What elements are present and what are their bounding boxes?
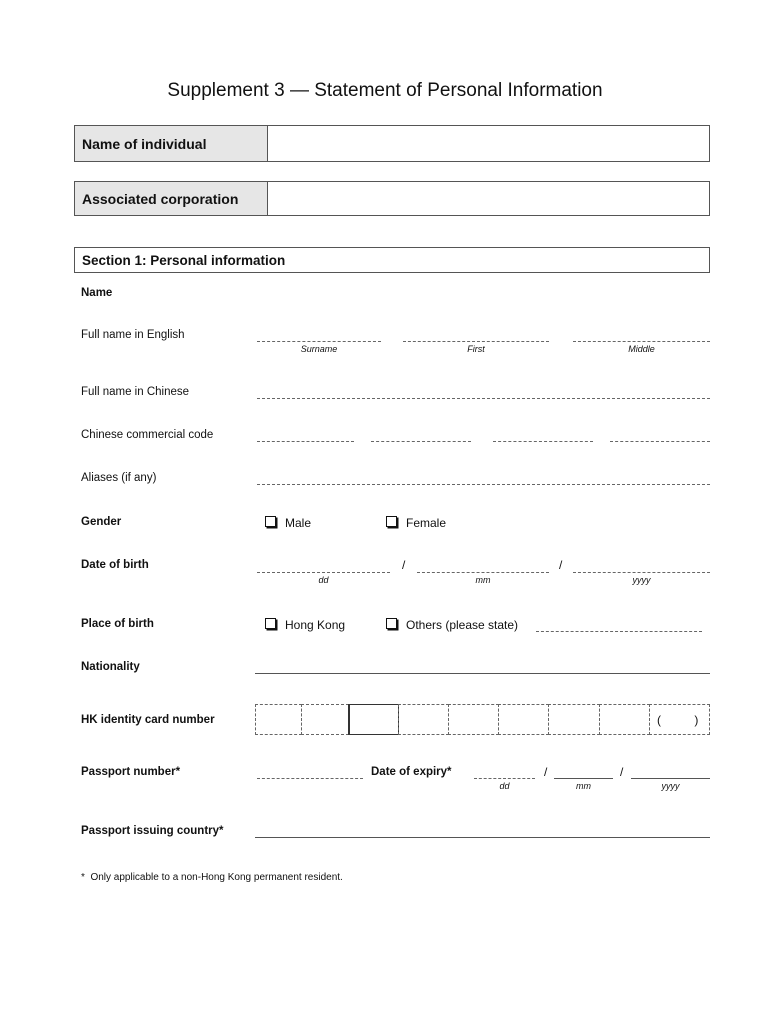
- male-label: Male: [285, 516, 312, 530]
- name-of-individual-row: [74, 125, 710, 162]
- expiry-day-field[interactable]: [474, 778, 535, 779]
- nationality-label: Nationality: [81, 661, 140, 673]
- dob-slash-2: /: [559, 558, 563, 572]
- others-field[interactable]: [536, 631, 702, 632]
- passport-number-field[interactable]: [257, 778, 363, 779]
- expiry-mm-caption: mm: [576, 781, 591, 791]
- page-title: Supplement 3 — Statement of Personal Information: [167, 80, 603, 101]
- full-name-english-label: Full name in English: [81, 329, 185, 341]
- associated-corporation-field[interactable]: [268, 182, 709, 215]
- hkid-label: HK identity card number: [81, 714, 215, 726]
- gender-label: Gender: [81, 516, 122, 528]
- hkid-check-parens: ( ): [657, 713, 699, 727]
- expiry-slash-2: /: [620, 765, 624, 779]
- ccc-field-4[interactable]: [610, 441, 710, 442]
- hong-kong-label: Hong Kong: [285, 618, 346, 632]
- expiry-month-field[interactable]: [554, 778, 613, 779]
- full-name-chinese-label: Full name in Chinese: [81, 386, 190, 398]
- ccc-label: Chinese commercial code: [81, 429, 214, 441]
- hkid-box-4[interactable]: [398, 704, 449, 735]
- footnote: * Only applicable to a non-Hong Kong permanent resident.: [81, 872, 343, 883]
- hkid-box-7[interactable]: [548, 704, 600, 735]
- middle-name-field[interactable]: [573, 341, 710, 342]
- ccc-field-2[interactable]: [371, 441, 471, 442]
- nationality-field[interactable]: [255, 673, 710, 674]
- dob-yyyy-caption: yyyy: [632, 575, 651, 585]
- dob-dd-caption: dd: [318, 575, 329, 585]
- associated-corporation-label: Associated corporation: [75, 182, 268, 215]
- hkid-box-3[interactable]: [348, 704, 399, 735]
- expiry-label: Date of expiry*: [371, 766, 452, 778]
- hkid-box-2[interactable]: [301, 704, 349, 735]
- dob-label: Date of birth: [81, 559, 149, 571]
- others-checkbox[interactable]: [386, 618, 397, 629]
- issuing-country-field[interactable]: [255, 837, 710, 838]
- female-checkbox[interactable]: [386, 516, 397, 527]
- female-label: Female: [406, 516, 447, 530]
- dob-year-field[interactable]: [573, 572, 710, 573]
- associated-corporation-row: [74, 181, 710, 216]
- section-1-heading: Section 1: Personal information: [74, 247, 710, 273]
- full-name-chinese-field[interactable]: [257, 398, 710, 399]
- dob-mm-caption: mm: [475, 575, 491, 585]
- aliases-label: Aliases (if any): [81, 472, 157, 484]
- passport-label: Passport number*: [81, 766, 181, 778]
- dob-month-field[interactable]: [417, 572, 549, 573]
- name-of-individual-label: Name of individual: [75, 126, 268, 161]
- first-name-field[interactable]: [403, 341, 549, 342]
- pob-label: Place of birth: [81, 618, 154, 630]
- dob-slash-1: /: [402, 558, 406, 572]
- hkid-box-5[interactable]: [448, 704, 499, 735]
- aliases-field[interactable]: [257, 484, 710, 485]
- male-checkbox[interactable]: [265, 516, 276, 527]
- hkid-box-8[interactable]: [599, 704, 650, 735]
- expiry-yyyy-caption: yyyy: [661, 781, 680, 791]
- name-of-individual-field[interactable]: [268, 126, 709, 161]
- ccc-field-3[interactable]: [493, 441, 593, 442]
- issuing-country-label: Passport issuing country*: [81, 825, 224, 837]
- first-caption: First: [467, 344, 485, 354]
- expiry-year-field[interactable]: [631, 778, 710, 779]
- hkid-box-1[interactable]: [255, 704, 302, 735]
- others-label: Others (please state): [406, 618, 519, 632]
- name-heading: Name: [81, 287, 113, 299]
- surname-caption: Surname: [300, 344, 338, 354]
- hong-kong-checkbox[interactable]: [265, 618, 276, 629]
- middle-caption: Middle: [628, 344, 655, 354]
- surname-field[interactable]: [257, 341, 381, 342]
- hkid-box-6[interactable]: [498, 704, 549, 735]
- dob-day-field[interactable]: [257, 572, 390, 573]
- expiry-dd-caption: dd: [499, 781, 510, 791]
- expiry-slash-1: /: [544, 765, 548, 779]
- ccc-field-1[interactable]: [257, 441, 354, 442]
